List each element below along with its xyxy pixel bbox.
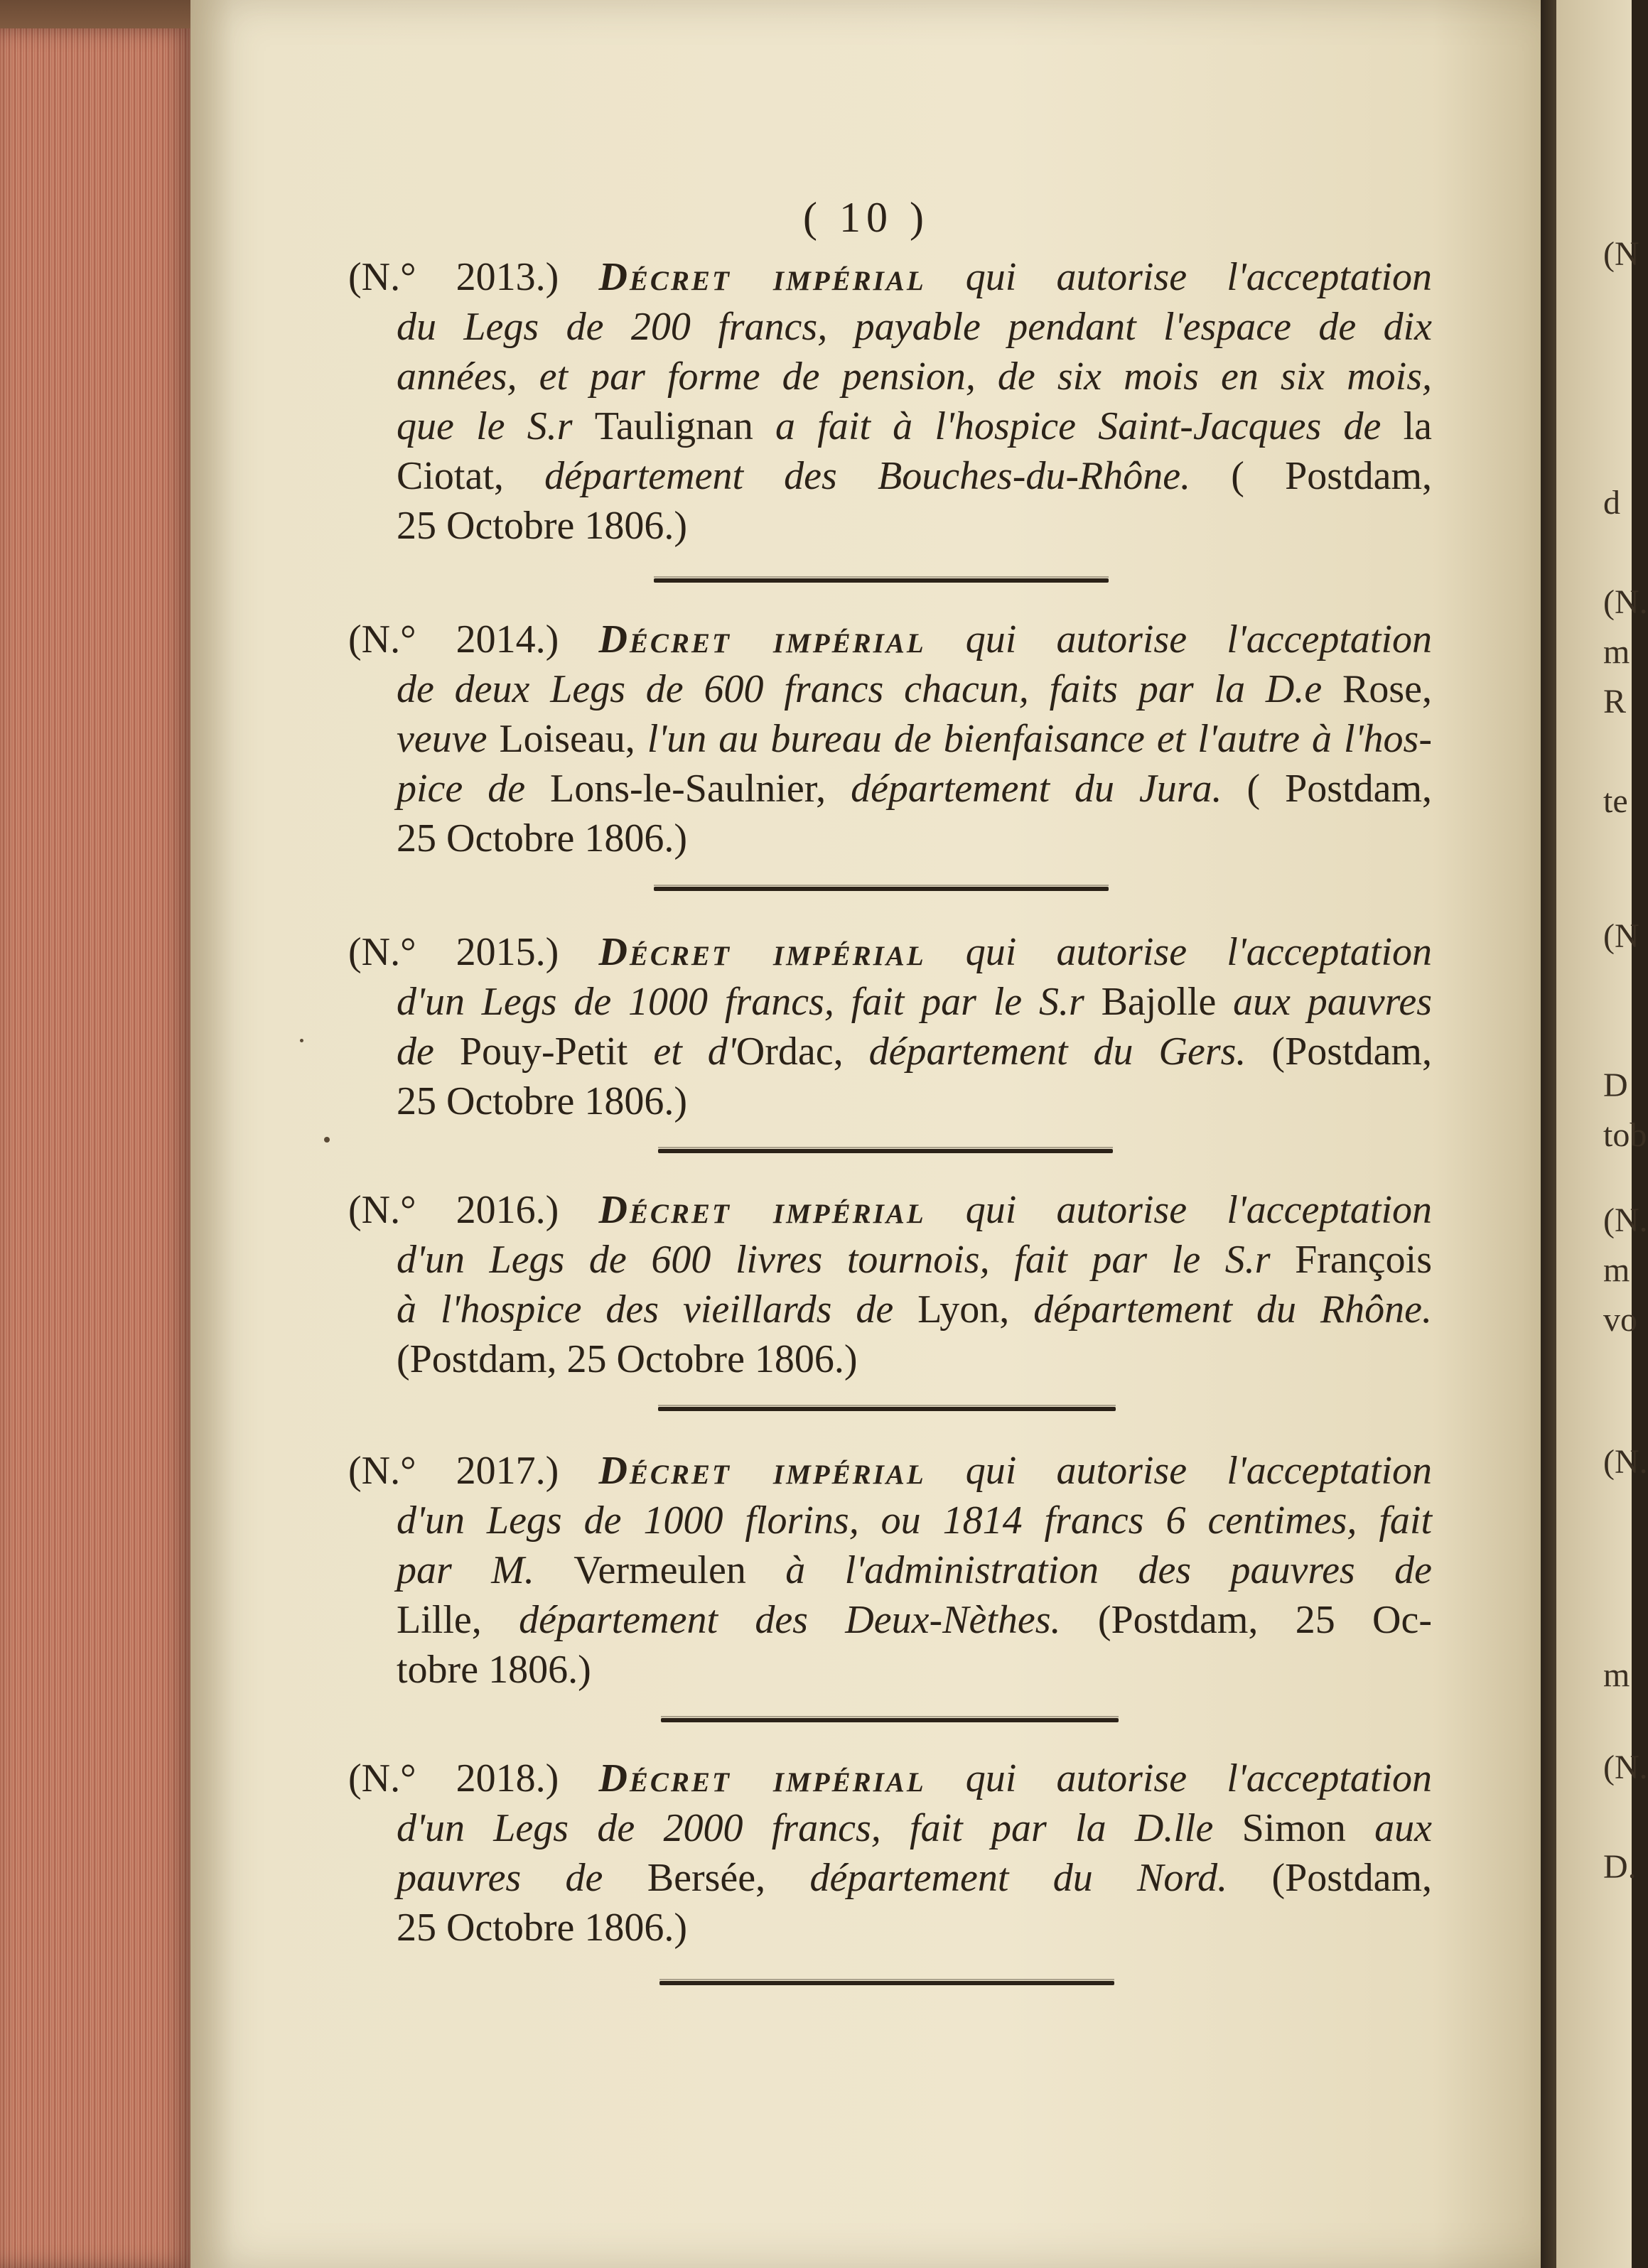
decree-text: (N.° 2015.) [348,930,599,974]
decree-line [348,1803,1432,1853]
decree-line [348,1235,1432,1285]
decree-text: Lille, [397,1598,519,1642]
decree-line [348,664,1432,714]
decree-line [348,1334,1432,1384]
decree-text: 25 Octobre 1806.) [397,1906,688,1950]
facing-fragment: m [1603,633,1630,671]
decree-text: aux pauvres [1233,980,1432,1024]
facing-fragment: R [1603,683,1627,720]
decree-line [348,1645,1432,1695]
ink-speck [324,1137,330,1143]
decree-text: département du Gers. [868,1030,1246,1074]
decree-text: la [1403,404,1432,448]
decree-text: Bersée, [647,1856,810,1900]
section-divider [658,1407,1116,1411]
decree-line [348,1595,1432,1645]
decree-line [348,764,1432,814]
decree-text: département du Jura. [851,767,1222,811]
facing-fragment: (N [1603,235,1639,273]
decree-line [348,1076,1432,1126]
decree-line [348,977,1432,1027]
section-divider [658,1149,1113,1153]
decree-text: pauvres de [397,1856,647,1900]
decree-text: qui autorise l'acceptation [925,930,1432,974]
facing-fragment: D [1603,1066,1628,1104]
decree-text: ( Postdam, [1190,454,1432,498]
decree-text: (Postdam, 25 Octobre 1806.) [397,1337,858,1381]
decree-text: Rose, [1342,667,1432,711]
decree-line [348,302,1432,352]
decree-line [348,451,1432,501]
decree-text: (N.° 2016.) [348,1188,599,1232]
decree-line [348,1185,1432,1235]
facing-fragment: (N. [1603,1443,1648,1481]
decree-line [348,615,1432,664]
facing-page [1556,0,1648,2268]
decree-text: aux [1374,1806,1432,1850]
decree-text: (Postdam, [1246,1030,1432,1074]
decree-text: (N.° 2018.) [348,1756,599,1800]
decree-text: d'un Legs de 2000 francs, fait par la D.lle [397,1806,1242,1850]
decree-text: pice de [397,767,551,811]
page-number: ( 10 ) [803,194,930,241]
decree-entry [348,615,1432,863]
facing-fragment: m [1603,1656,1630,1694]
decree-line [348,252,1432,302]
decree-text: département des Bouches-du-Rhône. [544,454,1191,498]
decree-text: années, et par forme de pension, de six mois en six mois, [397,355,1432,399]
section-divider [654,578,1109,583]
decree-text: Ciotat, [397,454,545,498]
decree-text: à l'administration des pauvres de [785,1548,1432,1592]
decree-text: Vermeulen [573,1548,786,1592]
decree-text: d'un Legs de 1000 florins, ou 1814 francs 6 centimes, fait [397,1498,1432,1543]
decree-line [348,501,1432,551]
decree-heading: Décret impérial [598,1756,926,1800]
section-divider [654,887,1109,891]
decree-text: de [397,1030,460,1074]
decree-text: que le S.r [397,404,595,448]
decree-text: Loiseau, [499,717,647,761]
decree-text: et d' [653,1030,736,1074]
decree-text: 25 Octobre 1806.) [397,1079,688,1123]
decree-line [348,1853,1432,1903]
decree-line [348,814,1432,863]
decree-text: à l'hospice des vieillards de [397,1287,918,1332]
facing-fragment: d [1603,484,1620,522]
decree-line [348,1496,1432,1545]
decree-line [348,1754,1432,1803]
decree-text: 25 Octobre 1806.) [397,816,688,860]
book-page-edges [0,28,192,2268]
facing-fragment: D. [1603,1848,1637,1886]
decree-text: qui autorise l'acceptation [925,617,1432,662]
decree-line [348,1545,1432,1595]
decree-text: qui autorise l'acceptation [925,1756,1432,1800]
decree-text: département du Nord. [809,1856,1228,1900]
decree-heading: Décret impérial [598,255,926,299]
facing-fragment: tob [1603,1116,1647,1154]
decree-entry [348,252,1432,551]
decree-text: département des Deux-Nèthes. [519,1598,1061,1642]
decree-text: Lons-le-Saulnier, [550,767,851,811]
facing-fragment: m [1603,1251,1630,1289]
decree-text: Taulignan [594,404,776,448]
decree-heading: Décret impérial [598,1449,926,1493]
decree-text: (N.° 2017.) [348,1449,599,1493]
decree-text: département du Rhône. [1033,1287,1432,1332]
decree-text: ( Postdam, [1222,767,1433,811]
decree-line [348,1027,1432,1076]
decree-text: qui autorise l'acceptation [925,1188,1432,1232]
ink-speck [300,1039,303,1042]
section-divider [659,1981,1114,1985]
decree-line [348,927,1432,977]
decree-text: François [1295,1238,1432,1282]
decree-entry [348,1185,1432,1384]
decree-text: Lyon, [917,1287,1034,1332]
facing-fragment: te [1603,782,1628,820]
book-gutter [1541,0,1556,2268]
decree-text: Bajolle [1101,980,1234,1024]
facing-fragment: vo [1603,1301,1637,1339]
decree-text: 25 Octobre 1806.) [397,504,688,548]
decree-text: (N.° 2014.) [348,617,599,662]
decree-line [348,401,1432,451]
section-divider [661,1718,1119,1722]
decree-line [348,1285,1432,1334]
decree-text: d'un Legs de 1000 francs, fait par le S.r [397,980,1102,1024]
decree-heading: Décret impérial [598,930,926,974]
decree-text: de deux Legs de 600 francs chacun, faits par la D.e [397,667,1342,711]
decree-text: tobre 1806.) [397,1648,591,1692]
decree-line [348,1903,1432,1953]
facing-fragment: (N. [1603,1749,1648,1786]
decree-heading: Décret impérial [598,617,926,662]
decree-text: Pouy-Petit [459,1030,654,1074]
decree-entry [348,927,1432,1126]
decree-text: (N.° 2013.) [348,255,599,299]
decree-line [348,1446,1432,1496]
decree-text: a fait à l'hospice Saint-Jacques de [775,404,1404,448]
decree-text: (Postdam, 25 Oc- [1060,1598,1432,1642]
decree-entry [348,1754,1432,1953]
decree-line [348,352,1432,401]
decree-text: d'un Legs de 600 livres tournois, fait par le S.r [397,1238,1296,1282]
decree-text: Simon [1242,1806,1375,1850]
decree-text: (Postdam, [1227,1856,1433,1900]
facing-fragment: (N [1603,917,1639,955]
facing-fragment: (N. [1603,1202,1648,1239]
facing-fragment: (N. [1603,583,1648,621]
decree-text: qui autorise l'acceptation [925,1449,1432,1493]
decree-heading: Décret impérial [598,1188,926,1232]
decree-text: l'un au bureau de bienfaisance et l'autre à l'hos- [647,717,1432,761]
decree-text: par M. [397,1548,574,1592]
decree-text: du Legs de 200 francs, payable pendant l'espace de dix [397,305,1432,349]
decree-entry [348,1446,1432,1695]
decree-line [348,714,1432,764]
decree-text: qui autorise l'acceptation [925,255,1432,299]
decree-text: Ordac, [736,1030,869,1074]
decree-text: veuve [397,717,500,761]
